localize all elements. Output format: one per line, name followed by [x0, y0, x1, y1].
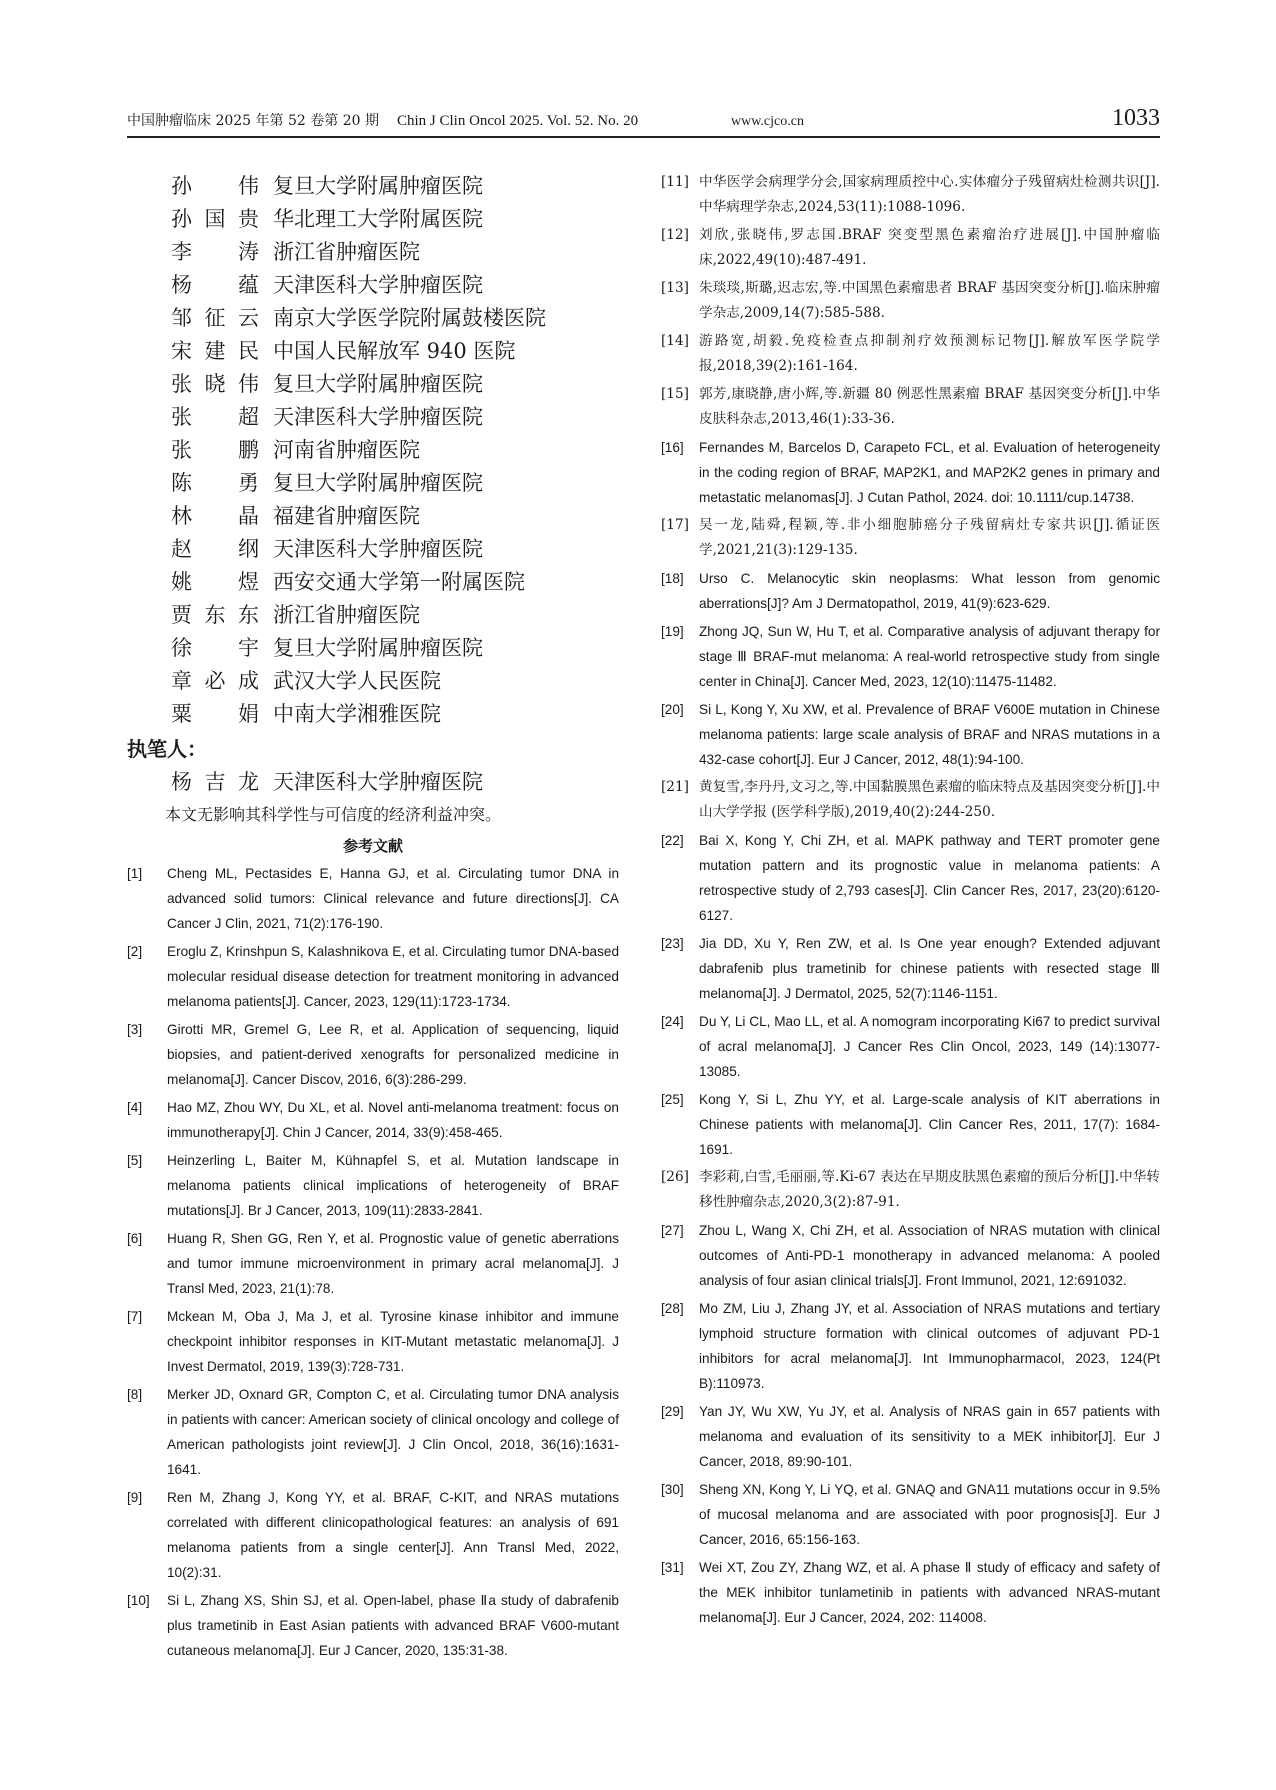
author-name: 贾东东: [171, 603, 259, 627]
author-institution: 武汉大学人民医院: [273, 669, 441, 693]
reference-number: [15]: [661, 386, 689, 402]
running-header: [127, 102, 1160, 138]
reference-item: [661, 566, 1160, 616]
author-row: [127, 566, 619, 599]
reference-text: Du Y, Li CL, Mao LL, et al. A nomogram incorporating Ki67 to predict survival of acral melanoma[J]. J Cancer Res Clin Oncol, 2023, 149 (14):13077-13085.: [699, 1014, 1160, 1079]
author-institution: 浙江省肿瘤医院: [273, 603, 420, 627]
reference-text: Heinzerling L, Baiter M, Kühnapfel S, et al. Mutation landscape in melanoma patients clinical implications of heterogeneity of BRAF mutations[J]. Br J Cancer, 2013, 109(11):2833-2841.: [167, 1153, 619, 1218]
author-name: 宋建民: [171, 339, 259, 363]
author-institution: 浙江省肿瘤医院: [273, 240, 420, 264]
reference-item: [127, 1382, 619, 1482]
author-row: [127, 203, 619, 236]
reference-text: 郭芳,康晓静,唐小辉,等.新疆 80 例恶性黑素瘤 BRAF 基因突变分析[J].中华皮肤科杂志,2013,46(1):33-36.: [699, 386, 1160, 427]
author-row: [127, 434, 619, 467]
reference-item: [127, 1148, 619, 1223]
reference-number: [6]: [127, 1231, 143, 1246]
author-institution: 复旦大学附属肿瘤医院: [273, 372, 483, 396]
reference-item: [661, 435, 1160, 510]
reference-item: [127, 861, 619, 936]
reference-text: Urso C. Melanocytic skin neoplasms: What lesson from genomic aberrations[J]? Am J Dermatopathol, 2019, 41(9):623-629.: [699, 571, 1160, 611]
reference-number: [20]: [661, 702, 684, 717]
reference-item: [661, 931, 1160, 1006]
author-name: 赵 纲: [171, 537, 259, 561]
reference-text: Wei XT, Zou ZY, Zhang WZ, et al. A phase Ⅱ study of efficacy and safety of the MEK inhibitor tunlametinib in patients with advanced NRAS-mutant melanoma[J]. Eur J Cancer, 2024, 202: 114008.: [699, 1560, 1160, 1625]
author-institution: 南京大学医学院附属鼓楼医院: [273, 306, 546, 330]
author-name: 邹征云: [171, 306, 259, 330]
reference-number: [3]: [127, 1022, 143, 1037]
author-institution: 天津医科大学肿瘤医院: [273, 405, 483, 429]
reference-item: [661, 513, 1160, 563]
author-institution: 河南省肿瘤医院: [273, 438, 420, 462]
author-row: [127, 335, 619, 368]
reference-item: [661, 223, 1160, 273]
writer-heading: 执笔人：: [127, 737, 207, 761]
author-institution: 中南大学湘雅医院: [273, 702, 441, 726]
reference-number: [4]: [127, 1100, 143, 1115]
journal-url[interactable]: www.cjco.cn: [731, 114, 804, 129]
author-list: [127, 170, 619, 731]
author-name: 林 晶: [171, 504, 259, 528]
author-row: [127, 170, 619, 203]
writer-row: [127, 766, 619, 799]
reference-text: Jia DD, Xu Y, Ren ZW, et al. Is One year enough? Extended adjuvant dabrafenib plus trametinib for chinese patients with resected stage Ⅲ melanoma[J]. J Dermatol, 2025, 52(7):1146-1151.: [699, 936, 1160, 1001]
reference-text: Zhong JQ, Sun W, Hu T, et al. Comparative analysis of adjuvant therapy for stage Ⅲ BRAF-mut melanoma: A real-world retrospective study from single center in China[J]. Cancer Med, 2023, 12(10):11475-11482.: [699, 624, 1160, 689]
author-name: 姚 煜: [171, 570, 259, 594]
reference-text: Huang R, Shen GG, Ren Y, et al. Prognostic value of genetic aberrations and tumor immune microenvironment in primary acral melanoma[J]. J Transl Med, 2023, 21(1):78.: [167, 1231, 619, 1296]
reference-text: Sheng XN, Kong Y, Li YQ, et al. GNAQ and GNA11 mutations occur in 9.5% of mucosal melanoma and are associated with poor prognosis[J]. Eur J Cancer, 2016, 65:156-163.: [699, 1482, 1160, 1547]
reference-number: [9]: [127, 1490, 143, 1505]
reference-item: [661, 276, 1160, 326]
reference-text: 黄复雪,李丹丹,文习之,等.中国黏膜黑色素瘤的临床特点及基因突变分析[J].中山大学学报 (医学科学版),2019,40(2):244-250.: [699, 779, 1160, 820]
reference-text: 刘欣,张晓伟,罗志国.BRAF 突变型黑色素瘤治疗进展[J].中国肿瘤临床,2022,49(10):487-491.: [699, 227, 1160, 268]
author-name: 粟 娟: [171, 702, 259, 726]
reference-text: Merker JD, Oxnard GR, Compton C, et al. Circulating tumor DNA analysis in patients with cancer: American society of clinical oncology and college of American pathologists joint review[J]. J Clin Oncol, 2018, 36(16):1631-1641.: [167, 1387, 619, 1477]
reference-item: [127, 939, 619, 1014]
author-institution: 复旦大学附属肿瘤医院: [273, 636, 483, 660]
author-name: 李 涛: [171, 240, 259, 264]
reference-text: Girotti MR, Gremel G, Lee R, et al. Application of sequencing, liquid biopsies, and patient-derived xenografts for personalized medicine in melanoma[J]. Cancer Discov, 2016, 6(3):286-299.: [167, 1022, 619, 1087]
author-row: [127, 236, 619, 269]
reference-item: [127, 1226, 619, 1301]
reference-number: [24]: [661, 1014, 684, 1029]
reference-number: [7]: [127, 1309, 143, 1324]
reference-text: Zhou L, Wang X, Chi ZH, et al. Association of NRAS mutation with clinical outcomes of Anti-PD-1 monotherapy in advanced melanoma: A pooled analysis of four asian clinical trials[J]. Front Immunol, 2021, 12:691032.: [699, 1223, 1160, 1288]
reference-number: [27]: [661, 1223, 684, 1238]
reference-text: Eroglu Z, Krinshpun S, Kalashnikova E, et al. Circulating tumor DNA-based molecular residual disease detection for treatment monitoring in advanced melanoma patients[J]. Cancer, 2023, 129(11):1723-1734.: [167, 944, 619, 1009]
reference-item: [127, 1017, 619, 1092]
reference-number: [23]: [661, 936, 684, 951]
reference-text: 游路宽,胡毅.免疫检查点抑制剂疗效预测标记物[J].解放军医学院学报,2018,39(2):161-164.: [699, 333, 1160, 374]
reference-item: [661, 170, 1160, 220]
journal-name-cn: 中国肿瘤临床 2025 年第 52 卷第 20 期: [127, 113, 379, 129]
author-row: [127, 401, 619, 434]
reference-number: [29]: [661, 1404, 684, 1419]
reference-number: [13]: [661, 280, 689, 296]
journal-citation: [127, 110, 656, 130]
author-institution: 天津医科大学肿瘤医院: [273, 273, 483, 297]
author-row: [127, 302, 619, 335]
author-institution: 西安交通大学第一附属医院: [273, 570, 525, 594]
reference-number: [10]: [127, 1593, 150, 1608]
reference-number: [14]: [661, 333, 689, 349]
reference-text: 吴一龙,陆舜,程颖,等.非小细胞肺癌分子残留病灶专家共识[J].循证医学,2021,21(3):129-135.: [699, 517, 1160, 558]
reference-number: [25]: [661, 1092, 684, 1107]
reference-text: Hao MZ, Zhou WY, Du XL, et al. Novel anti-melanoma treatment: focus on immunotherapy[J]. Chin J Cancer, 2014, 33(9):458-465.: [167, 1100, 619, 1140]
reference-list-right: [661, 170, 1160, 1630]
references-heading: 参考文献: [342, 837, 403, 855]
page-number: 1033: [1112, 105, 1160, 131]
reference-number: [8]: [127, 1387, 143, 1402]
reference-item: [127, 1095, 619, 1145]
reference-number: [5]: [127, 1153, 143, 1168]
author-name: 章必成: [171, 669, 259, 693]
author-name: 孙 伟: [171, 174, 259, 198]
reference-text: 中华医学会病理学分会,国家病理质控中心.实体瘤分子残留病灶检测共识[J].中华病理学杂志,2024,53(11):1088-1096.: [699, 174, 1160, 215]
author-row: [127, 500, 619, 533]
reference-text: Yan JY, Wu XW, Yu JY, et al. Analysis of NRAS gain in 657 patients with melanoma and evaluation of its sensitivity to a MEK inhibitor[J]. Eur J Cancer, 2018, 89:90-101.: [699, 1404, 1160, 1469]
reference-item: [661, 828, 1160, 928]
author-row: [127, 665, 619, 698]
author-institution: 华北理工大学附属医院: [273, 207, 483, 231]
author-row: [127, 368, 619, 401]
reference-text: Ren M, Zhang J, Kong YY, et al. BRAF, C-KIT, and NRAS mutations correlated with different clinicopathological features: an analysis of 691 melanoma patients from a single center[J]. Ann Transl Med, 2022, 10(2):31.: [167, 1490, 619, 1580]
reference-number: [2]: [127, 944, 143, 959]
author-row: [127, 269, 619, 302]
author-name: 张 鹏: [171, 438, 259, 462]
reference-item: [661, 1009, 1160, 1084]
reference-number: [12]: [661, 227, 689, 243]
author-name: 杨 蕴: [171, 273, 259, 297]
reference-number: [19]: [661, 624, 684, 639]
reference-text: Si L, Zhang XS, Shin SJ, et al. Open-label, phase Ⅱa study of dabrafenib plus trametinib in East Asian patients with advanced BRAF V600-mutant cutaneous melanoma[J]. Eur J Cancer, 2020, 135:31-38.: [167, 1593, 619, 1658]
left-column: [127, 170, 619, 1666]
author-institution: 中国人民解放军 940 医院: [273, 339, 516, 363]
author-row: [127, 632, 619, 665]
reference-item: [661, 1218, 1160, 1293]
reference-item: [661, 619, 1160, 694]
reference-item: [661, 1477, 1160, 1552]
reference-text: Mckean M, Oba J, Ma J, et al. Tyrosine kinase inhibitor and immune checkpoint inhibitor responses in KIT-Mutant metastatic melanoma[J]. J Invest Dermatol, 2019, 139(3):728-731.: [167, 1309, 619, 1374]
conflict-statement: 本文无影响其科学性与可信度的经济利益冲突。: [165, 805, 502, 824]
journal-name-en: Chin J Clin Oncol 2025. Vol. 52. No. 20: [396, 113, 639, 129]
author-name: 孙国贵: [171, 207, 259, 231]
reference-number: [16]: [661, 440, 684, 455]
reference-text: 李彩莉,白雪,毛丽丽,等.Ki-67 表达在早期皮肤黑色素瘤的预后分析[J].中华转移性肿瘤杂志,2020,3(2):87-91.: [699, 1169, 1160, 1210]
reference-number: [18]: [661, 571, 684, 586]
reference-item: [661, 1087, 1160, 1162]
reference-item: [127, 1304, 619, 1379]
reference-number: [17]: [661, 517, 689, 533]
reference-item: [661, 1555, 1160, 1630]
right-column: [661, 170, 1160, 1633]
reference-number: [26]: [661, 1169, 689, 1185]
reference-text: Cheng ML, Pectasides E, Hanna GJ, et al. Circulating tumor DNA in advanced solid tumors: Clinical relevance and future directions[J]. CA Cancer J Clin, 2021, 71(2):176-190.: [167, 866, 619, 931]
reference-number: [1]: [127, 866, 143, 881]
reference-item: [661, 382, 1160, 432]
reference-item: [661, 697, 1160, 772]
reference-number: [30]: [661, 1482, 684, 1497]
reference-text: Si L, Kong Y, Xu XW, et al. Prevalence of BRAF V600E mutation in Chinese melanoma patients: large scale analysis of BRAF and NRAS mutations in a 432-case cohort[J]. Eur J Cancer, 2012, 48(1):94-100.: [699, 702, 1160, 767]
reference-item: [661, 1399, 1160, 1474]
reference-item: [661, 329, 1160, 379]
reference-text: Bai X, Kong Y, Chi ZH, et al. MAPK pathway and TERT promoter gene mutation pattern and its prognostic value in melanoma patients: A retrospective study of 2,793 cases[J]. Clin Cancer Res, 2017, 23(20):6120-6127.: [699, 833, 1160, 923]
author-name: 张 超: [171, 405, 259, 429]
author-row: [127, 467, 619, 500]
reference-item: [127, 1588, 619, 1663]
reference-item: [127, 1485, 619, 1585]
reference-item: [661, 1165, 1160, 1215]
reference-item: [661, 1296, 1160, 1396]
reference-text: Fernandes M, Barcelos D, Carapeto FCL, et al. Evaluation of heterogeneity in the coding region of BRAF, MAP2K1, and MAP2K2 genes in primary and metastatic melanomas[J]. J Cutan Pathol, 2024. doi: 10.1111/cup.14738.: [699, 440, 1160, 505]
reference-number: [31]: [661, 1560, 684, 1575]
author-institution: 复旦大学附属肿瘤医院: [273, 471, 483, 495]
author-institution: 天津医科大学肿瘤医院: [273, 537, 483, 561]
reference-item: [661, 775, 1160, 825]
reference-number: [21]: [661, 779, 689, 795]
author-institution: 复旦大学附属肿瘤医院: [273, 174, 483, 198]
reference-number: [11]: [661, 174, 689, 190]
writer-institution: 天津医科大学肿瘤医院: [273, 770, 483, 794]
author-institution: 福建省肿瘤医院: [273, 504, 420, 528]
author-row: [127, 533, 619, 566]
writer-name: 杨吉龙: [171, 770, 259, 794]
reference-text: 朱琰琰,斯璐,迟志宏,等.中国黑色素瘤患者 BRAF 基因突变分析[J].临床肿瘤学杂志,2009,14(7):585-588.: [699, 280, 1160, 321]
reference-list-left: [127, 861, 619, 1663]
reference-text: Mo ZM, Liu J, Zhang JY, et al. Association of NRAS mutations and tertiary lymphoid structure formation with clinical outcomes of adjuvant PD-1 inhibitors for acral melanoma[J]. Int Immunopharmacol, 2023, 124(Pt B):110973.: [699, 1301, 1160, 1391]
reference-text: Kong Y, Si L, Zhu YY, et al. Large-scale analysis of KIT aberrations in Chinese patients with melanoma[J]. Clin Cancer Res, 2011, 17(7): 1684-1691.: [699, 1092, 1160, 1157]
author-name: 徐 宇: [171, 636, 259, 660]
author-name: 陈 勇: [171, 471, 259, 495]
author-row: [127, 698, 619, 731]
reference-number: [28]: [661, 1301, 684, 1316]
reference-number: [22]: [661, 833, 684, 848]
author-name: 张晓伟: [171, 372, 259, 396]
author-row: [127, 599, 619, 632]
